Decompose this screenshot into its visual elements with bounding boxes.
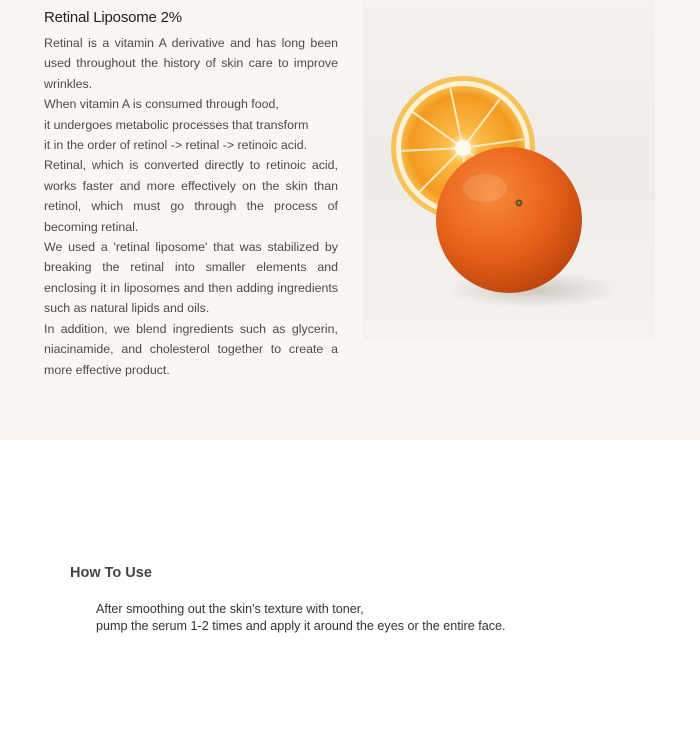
how-to-use-instructions (96, 601, 656, 635)
how-to-use-title: How To Use (70, 565, 152, 581)
description-paragraph: When vitamin A is consumed through food, (44, 97, 279, 112)
description-paragraph: Retinal is a vitamin A derivative and has long been used throughout the history of skin care to improve wrinkles. (44, 36, 338, 91)
instruction-line: After smoothing out the skin's texture with toner, (96, 602, 364, 616)
ingredient-description (44, 33, 338, 380)
description-paragraph: Retinal, which is converted directly to retinoic acid, works faster and more effectively on the skin than retinol, which must go through the process of becoming retinal. (44, 158, 338, 234)
instruction-line: pump the serum 1-2 times and apply it around the eyes or the entire face. (96, 619, 506, 633)
description-paragraph: We used a 'retinal liposome' that was stabilized by breaking the retinal into smaller elements and enclosing it in liposomes and then adding ingredients such as natural lipids and oils. (44, 240, 338, 316)
description-paragraph: it undergoes metabolic processes that transform (44, 117, 309, 132)
description-paragraph: it in the order of retinol -> retinal -> retinoic acid. (44, 138, 308, 153)
orange-whole (436, 147, 582, 293)
ingredient-title: Retinal Liposome 2% (44, 9, 182, 26)
description-paragraph: In addition, we blend ingredients such as glycerin, niacinamide, and cholesterol together to create a more effective product. (44, 321, 338, 377)
orange-photo (363, 0, 655, 341)
